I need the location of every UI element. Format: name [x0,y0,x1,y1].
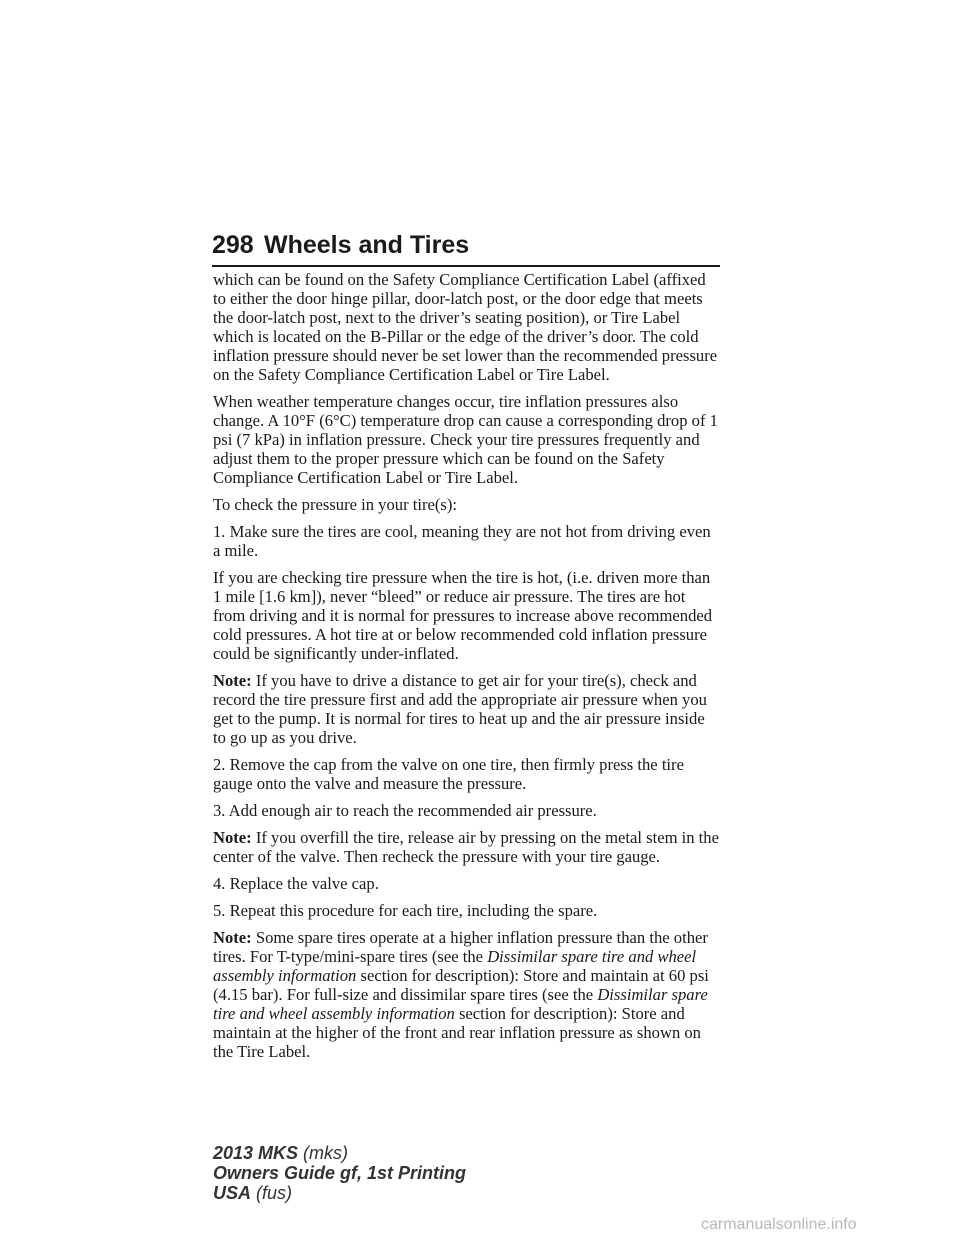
body-text [213,270,721,1069]
paragraph: When weather temperature changes occur, tire inflation pressures also change. A 10°F (6°C) temperature drop can cause a corresponding drop of 1 psi (7 kPa) in inflation pressure. Check your tire pressures frequently and adjust them to the proper pressure which can be found on the Safety Compliance Certification Label or Tire Label. [213,392,718,487]
note-text: If you overfill the tire, release air by pressing on the metal stem in the center of the valve. Then recheck the pressure with your tire gauge. [213,828,719,866]
header-rule [212,265,720,267]
paragraph: To check the pressure in your tire(s): [213,495,457,514]
step-2: 2. Remove the cap from the valve on one tire, then firmly press the tire gauge onto the valve and measure the pressure. [213,755,684,793]
step-3: 3. Add enough air to reach the recommended air pressure. [213,801,597,820]
note-text: If you have to drive a distance to get air for your tire(s), check and record the tire pressure first and add the appropriate air pressure when you get to the pump. It is normal for tires to heat up and the air pressure inside to go up as you drive. [213,671,707,747]
note-label: Note: [213,928,256,947]
step-4: 4. Replace the valve cap. [213,874,379,893]
watermark: carmanualsonline.info [701,1216,857,1233]
step-5: 5. Repeat this procedure for each tire, including the spare. [213,901,598,920]
note-label: Note: [213,828,256,847]
section-title: Wheels and Tires [264,231,470,259]
note-text: section for description): Store and maintain at 60 psi (4.15 bar). For full-size and dissimilar spare tires (see the [213,966,709,1004]
footer-line [213,1163,466,1183]
cross-reference-link[interactable]: Dissimilar spare tire and wheel assembly information [213,985,708,1023]
note-text: Some spare tires operate at a higher inflation pressure than the other tires. For T-type/mini-spare tires (see the [213,928,708,966]
footer-line [213,1143,466,1163]
footer-market: USA [213,1183,252,1203]
footer [213,1143,466,1203]
note [213,828,721,866]
footer-guide: Owners Guide gf, 1st Printing [213,1163,467,1183]
page-number: 298 [212,231,254,259]
cross-reference-link[interactable]: Dissimilar spare tire and wheel assembly information [213,947,697,985]
paragraph: If you are checking tire pressure when the tire is hot, (i.e. driven more than 1 mile [1.6 km]), never “bleed” or reduce air pressure. The tires are hot from driving and it is normal for pressures to increase above recommended cold pressures. A hot tire at or below recommended cold inflation pressure could be significantly under-inflated. [213,568,713,663]
note-text: section for description): Store and maintain at the higher of the front and rear inflation pressure as shown on the Tire Label. [213,1004,701,1061]
note-label: Note: [213,671,256,690]
paragraph: which can be found on the Safety Compliance Certification Label (affixed to either the door hinge pillar, door-latch post, or the door edge that meets the door-latch post, next to the driver’s seating position), or Tire Label which is located on the B-Pillar or the edge of the driver’s door. The cold inflation pressure should never be set lower than the recommended pressure on the Safety Compliance Certification Label or Tire Label. [213,270,718,384]
note [213,671,721,747]
step-1: 1. Make sure the tires are cool, meaning they are not hot from driving even a mile. [213,522,711,560]
footer-market-code: (fus) [251,1183,293,1203]
footer-code: (mks) [298,1143,349,1163]
footer-model: 2013 MKS [213,1143,299,1163]
footer-line [213,1183,466,1203]
note [213,928,721,1061]
